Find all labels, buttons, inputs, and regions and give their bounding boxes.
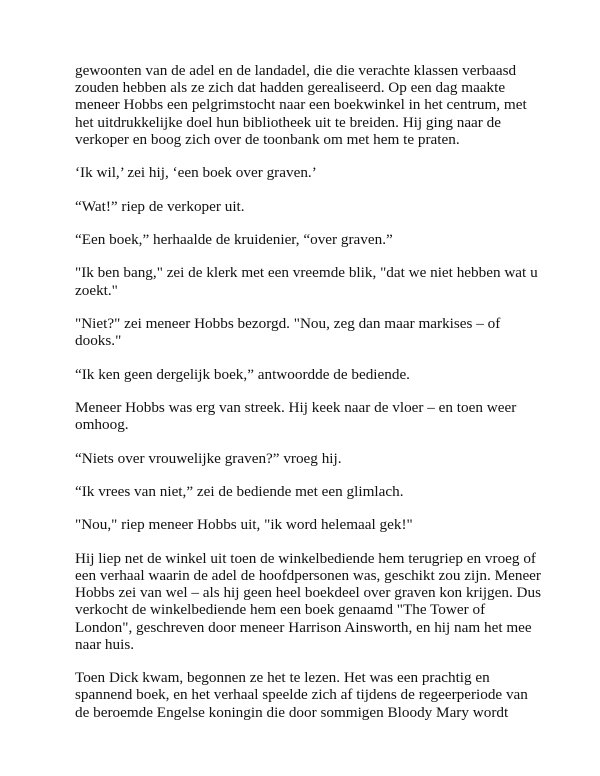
paragraph: Toen Dick kwam, begonnen ze het te lezen. Het was een prachtig en spannend boek, en het verhaal speelde zich af tijdens de regeerperiode van de beroemde Engelse koningin die door sommigen Bloody Mary wordt bbox=[75, 669, 528, 721]
paragraph: “Ik vrees van niet,” zei de bediende met een glimlach. bbox=[75, 482, 404, 500]
paragraph: “Niets over vrouwelijke graven?” vroeg hij. bbox=[75, 449, 342, 467]
paragraph: "Niet?" zei meneer Hobbs bezorgd. "Nou, zeg dan maar markises – of dooks." bbox=[75, 314, 501, 350]
paragraph: "Nou," riep meneer Hobbs uit, "ik word helemaal gek!" bbox=[75, 516, 413, 534]
paragraph: “Een boek,” herhaalde de kruidenier, “over graven.” bbox=[75, 230, 393, 248]
document-body bbox=[75, 62, 545, 737]
paragraph: "Ik ben bang," zei de klerk met een vreemde blik, "dat we niet hebben wat u zoekt." bbox=[75, 264, 538, 299]
paragraph: Meneer Hobbs was erg van streek. Hij keek naar de vloer – en toen weer omhoog. bbox=[75, 398, 517, 434]
paragraph: gewoonten van de adel en de landadel, die die verachte klassen verbaasd zouden hebben als ze zich dat hadden gerealiseerd. Op een dag maakte meneer Hobbs een pelgrimstocht naar een boekwinkel in het centrum, met het uitdrukkelijke doel hun bibliotheek uit te breiden. Hij ging naar de verkoper en boog zich over de toonbank om met hem te praten. bbox=[75, 62, 527, 148]
paragraph: “Ik ken geen dergelijk boek,” antwoordde de bediende. bbox=[75, 365, 410, 383]
paragraph: Hij liep net de winkel uit toen de winkelbediende hem terugriep en vroeg of een verhaal waarin de adel de hoofdpersonen was, geschikt zou zijn. Meneer Hobbs zei van wel – als hij geen heel boekdeel over graven kon krijgen. Dus verkocht de winkelbediende hem een boek genaamd "The Tower of London", geschreven door meneer Harrison Ainsworth, en hij nam het mee naar huis. bbox=[75, 549, 542, 653]
paragraph: “Wat!” riep de verkoper uit. bbox=[75, 197, 245, 215]
paragraph: ‘Ik wil,’ zei hij, ‘een boek over graven.’ bbox=[75, 164, 317, 182]
